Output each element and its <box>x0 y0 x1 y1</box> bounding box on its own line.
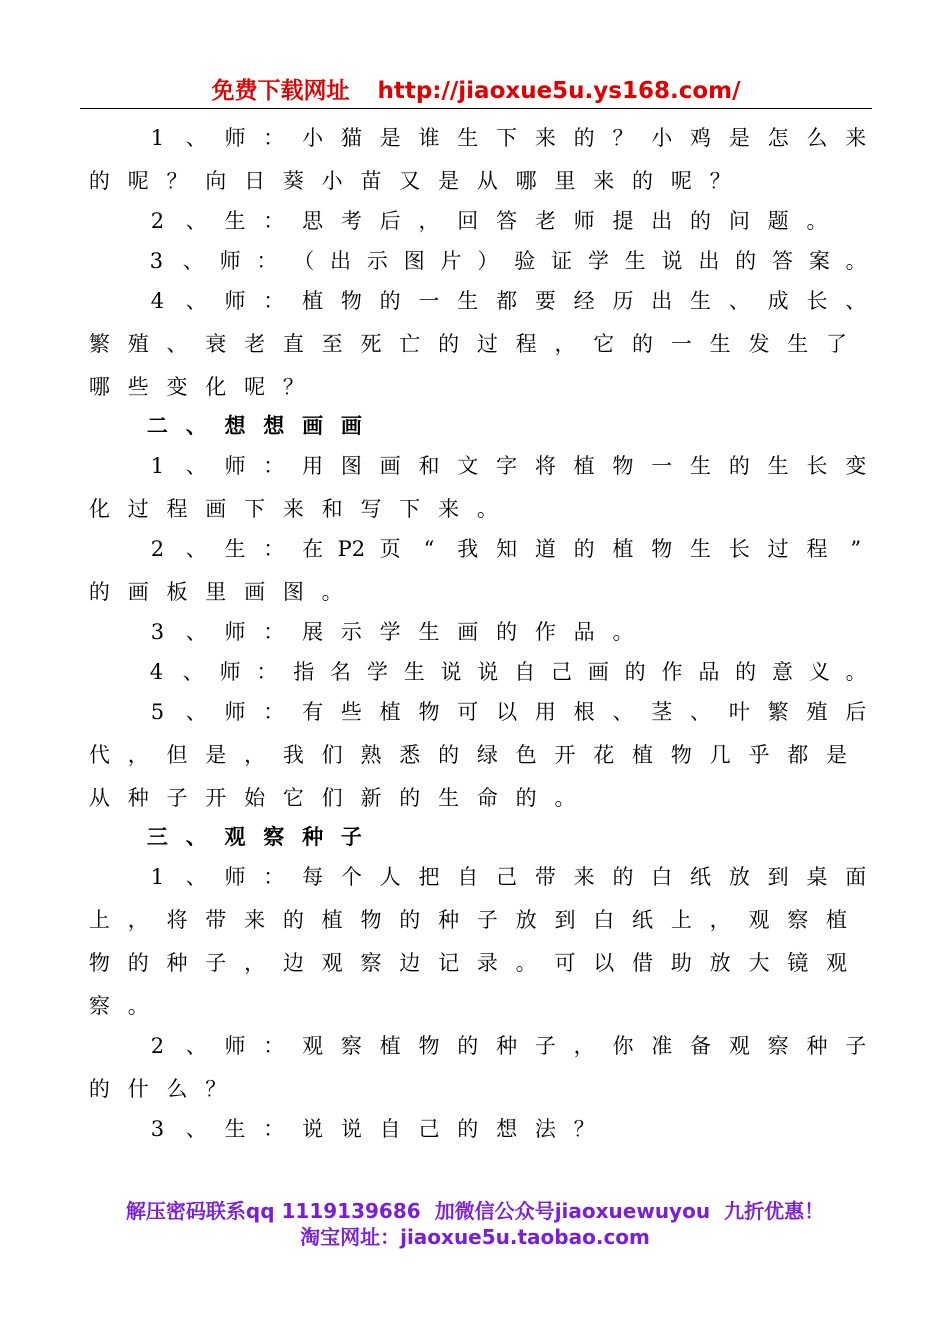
paragraph-line: 1 、 师 ： 小 猫 是 谁 生 下 来 的 ？ 小 鸡 是 怎 么 来 <box>150 126 867 150</box>
paragraph-line: 3 、 师 ： （ 出 示 图 片 ） 验 证 学 生 说 出 的 答 案 。 <box>149 249 867 273</box>
header-label: 免费下载网址 <box>211 78 350 104</box>
footer-password-note: 解压密码联系 <box>125 1199 246 1223</box>
paragraph-line: 5 、 师 ： 有 些 植 物 可 以 用 根 、 茎 、 叶 繁 殖 后 <box>150 700 867 724</box>
paragraph-line: 1 、 师 ： 每 个 人 把 自 己 带 来 的 白 纸 放 到 桌 面 <box>150 865 867 889</box>
paragraph-line: 的 画 板 里 画 图 。 <box>88 580 343 604</box>
paragraph-line: 代 ， 但 是 ， 我 们 熟 悉 的 绿 色 开 花 植 物 几 乎 都 是 <box>88 743 848 767</box>
paragraph-line: 3 、 生 ： 说 说 自 己 的 想 法 ？ <box>150 1117 595 1141</box>
paragraph-line: 2 、 生 ： 在 P2 页 “ 我 知 道 的 植 物 生 长 过 程 ” <box>150 537 862 561</box>
header-divider <box>80 108 872 109</box>
paragraph-line: 2 、 师 ： 观 察 植 物 的 种 子 ， 你 准 备 观 察 种 子 <box>150 1034 867 1058</box>
footer-line-1 <box>0 1198 950 1224</box>
footer-qq: qq 1119139686 <box>245 1199 421 1223</box>
paragraph-line: 物 的 种 子 ， 边 观 察 边 记 录 。 可 以 借 助 放 大 镜 观 <box>88 951 848 975</box>
paragraph-line: 哪 些 变 化 呢 ？ <box>88 375 304 399</box>
paragraph-line: 4 、 师 ： 植 物 的 一 生 都 要 经 历 出 生 、 成 长 、 <box>150 289 867 313</box>
footer-taobao-link[interactable]: 淘宝网址：jiaoxue5u.taobao.com <box>300 1225 650 1249</box>
paragraph-line: 繁 殖 、 衰 老 直 至 死 亡 的 过 程 ， 它 的 一 生 发 生 了 <box>88 332 848 356</box>
paragraph-line: 1 、 师 ： 用 图 画 和 文 字 将 植 物 一 生 的 生 长 变 <box>150 454 867 478</box>
footer-wechat-note: 加微信公众号 <box>434 1199 555 1223</box>
header-url-link[interactable]: http://jiaoxue5u.ys168.com/ <box>377 78 741 104</box>
paragraph-line: 察 。 <box>88 994 149 1018</box>
paragraph-line: 的 呢 ？ 向 日 葵 小 苗 又 是 从 哪 里 来 的 呢 ？ <box>88 169 731 193</box>
paragraph-line: 4 、 师 ： 指 名 学 生 说 说 自 己 画 的 作 品 的 意 义 。 <box>149 660 867 684</box>
paragraph-line: 3 、 师 ： 展 示 学 生 画 的 作 品 。 <box>150 620 634 644</box>
download-url-header <box>80 76 872 106</box>
paragraph-line: 2 、 生 ： 思 考 后 ， 回 答 老 师 提 出 的 问 题 。 <box>150 209 828 233</box>
section-heading: 三 、 观 察 种 子 <box>146 824 362 849</box>
paragraph-line: 从 种 子 开 始 它 们 新 的 生 命 的 。 <box>88 786 576 810</box>
paragraph-line: 的 什 么 ？ <box>88 1077 227 1101</box>
footer-wechat-account: jiaoxuewuyou <box>554 1199 711 1223</box>
section-heading: 二 、 想 想 画 画 <box>146 413 362 438</box>
footer-discount: 九折优惠！ <box>724 1199 825 1223</box>
paragraph-line: 上 ， 将 带 来 的 植 物 的 种 子 放 到 白 纸 上 ， 观 察 植 <box>88 908 848 932</box>
paragraph-line: 化 过 程 画 下 来 和 写 下 来 。 <box>88 497 498 521</box>
